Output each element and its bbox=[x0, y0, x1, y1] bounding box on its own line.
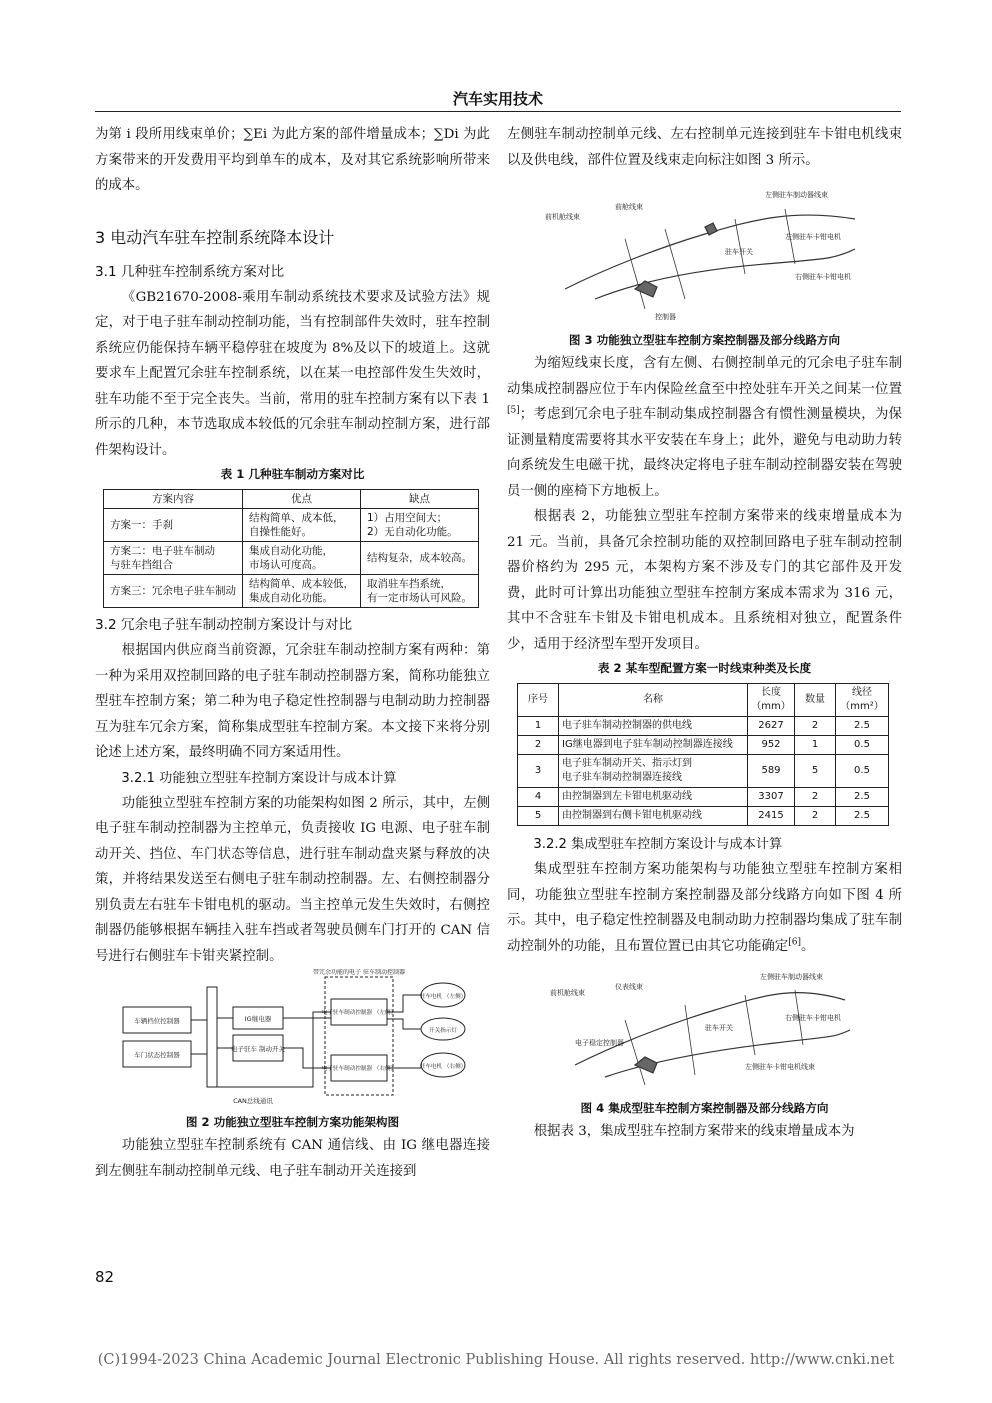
table-caption: 表 1 几种驻车制动方案对比 bbox=[220, 467, 365, 481]
label-right-motor: 驻车电机 （右侧） bbox=[419, 1064, 466, 1070]
table-cell: 取消驻车挡系统， 有一定市场认可风险。 bbox=[361, 575, 479, 608]
subsection-heading: 3.2 冗余电子驻车制动控制方案设计与对比 bbox=[95, 617, 353, 633]
footer-copyright: (C)1994-2023 China Academic Journal Electronic Publishing House. All rights reserved. http://www.cnki.net bbox=[97, 1352, 895, 1368]
subsubsection-heading: 3.2.2 集成型驻车控制方案设计与成本计算 bbox=[533, 837, 783, 852]
table-cell: 1 bbox=[518, 717, 559, 736]
label-left-harness: 左侧驻车制动器线束 bbox=[764, 191, 828, 199]
table-caption: 表 2 某车型配置方案一时线束种类及长度 bbox=[597, 661, 812, 675]
table-cell: 2.5 bbox=[836, 807, 889, 826]
table-cell: 电子驻车制动控制器的供电线 bbox=[559, 717, 748, 736]
left-column bbox=[95, 122, 490, 1184]
table-cell: 1）占用空间大； 2）无自动化功能。 bbox=[361, 509, 479, 542]
header-rule bbox=[95, 111, 901, 112]
table-cell: 0.5 bbox=[836, 736, 889, 755]
table-cell: 1 bbox=[795, 736, 836, 755]
table-header-cell: 线径 （mm²） bbox=[836, 684, 889, 717]
table-header-cell: 长度 （mm） bbox=[748, 684, 795, 717]
table-2 bbox=[517, 683, 889, 826]
subsubsection-heading: 3.2.1 功能独立型驻车控制方案设计与成本计算 bbox=[121, 770, 397, 786]
paragraph: 集成型驻车控制方案功能架构与功能独立型驻车控制方案相同，功能独立型驻车控制方案控制器及部分线路方向如下图 4 所示。其中，电子稳定性控制器及电制动助力控制器均集成了驻车制动控制外的功能，且布置位置已由其它功能确定[6]。 bbox=[507, 862, 902, 954]
box-redundant-epb bbox=[325, 977, 393, 1095]
paragraph: 功能独立型驻车控制系统有 CAN 通信线、由 IG 继电器连接到左侧驻车制动控制单元线、电子驻车制动开关连接到 bbox=[95, 1138, 490, 1179]
label-can-bus: CAN总线通讯 bbox=[232, 1097, 273, 1105]
figure-caption: 图 2 功能独立型驻车控制方案功能架构图 bbox=[185, 1115, 400, 1129]
label-instrument-harness: 仪表线束 bbox=[614, 983, 643, 991]
label-left-motor: 驻车电机 （左侧） bbox=[419, 994, 466, 1000]
table-row bbox=[518, 736, 889, 755]
table-cell: 方案三：冗余电子驻车制动 bbox=[104, 575, 243, 608]
label-left-motor: 左侧驻车卡钳电机 bbox=[784, 233, 841, 241]
table-cell: 2 bbox=[795, 717, 836, 736]
citation: [5] bbox=[507, 405, 520, 416]
paragraph: 功能独立型驻车控制方案的功能架构如图 2 所示，其中，左侧电子驻车制动控制器为主控单元，负责接收 IG 电源、电子驻车制动开关、挡位、车门状态等信息，进行驻车制动盘夹紧与释放的决策，并将结果发送至右侧电子驻车制动控制器。左、右侧控制器分别负责左右驻车卡钳电机的驱动。当主控单元发生失效时，右侧控制器仍能够根据车辆挂入驻车挡或者驾驶员侧车门打开的 CAN 信号进行右侧驻车卡钳夹紧控制。 bbox=[95, 795, 490, 964]
can-bus-bar bbox=[207, 987, 217, 1087]
right-column bbox=[507, 122, 902, 1145]
table-cell: 2 bbox=[795, 807, 836, 826]
paragraph: 根据表 2，功能独立型驻车控制方案带来的线束增量成本为 21 元。当前，具备冗余控制功能的双控制回路电子驻车制动控制器价格约为 295 元，本架构方案不涉及专门的其它部件及开发费，此时可计算出功能独立型驻车控制方案成本需求为 316 元，其中不含驻车卡钳及卡钳电机成本。且系统相对独立，配置条件少，适用于经济型车型开发项目。 bbox=[507, 509, 902, 652]
table-header-cell: 缺点 bbox=[361, 490, 479, 509]
table-cell: 589 bbox=[748, 755, 795, 788]
table-cell: 3307 bbox=[748, 788, 795, 807]
paragraph: 《GB21670-2008-乘用车制动系统技术要求及试验方法》规定，对于电子驻车制动控制功能，当有控制部件失效时，驻车控制系统应仍能保持车辆平稳停驻在坡度为 8%及以下的坡道上。这就要求车上配置冗余驻车控制系统，以在某一电控部件发生失效时，驻车功能不至于完全丧失。当前，常用的驻车控制方案有以下表 1 所示的几种，本节选取成本较低的冗余驻车制动控制方案，进行部件架构设计。 bbox=[95, 289, 490, 458]
table-row bbox=[518, 717, 889, 736]
label-redundant-epb: 带冗余功能的电子 驻车制动控制器 bbox=[312, 969, 405, 976]
table-row bbox=[104, 542, 479, 575]
table-row bbox=[518, 755, 889, 788]
table-row bbox=[104, 509, 479, 542]
table-cell: 结构简单、成本较低， 集成自动化功能。 bbox=[243, 575, 361, 608]
paragraph: 左侧驻车制动控制单元线、左右控制单元连接到驻车卡钳电机线束以及供电线，部件位置及线束走向标注如图 3 所示。 bbox=[507, 127, 902, 168]
table-header-cell: 数量 bbox=[795, 684, 836, 717]
table-cell: 0.5 bbox=[836, 755, 889, 788]
label-esc: 电子稳定控制器 bbox=[574, 1039, 624, 1047]
label-front-harness: 前机舱线束 bbox=[549, 989, 585, 997]
figure-4-wiring bbox=[545, 965, 865, 1097]
table-row bbox=[104, 575, 479, 608]
label-right-controller: 电子驻车制动控制器 （右侧） bbox=[321, 1066, 396, 1072]
label-switch: 驻车开关 bbox=[704, 1024, 733, 1032]
figure-caption: 图 4 集成型驻车控制方案控制器及部分线路方向 bbox=[580, 1101, 829, 1115]
label-switch: 驻车开关 bbox=[724, 248, 753, 256]
label-epb-switch: 电子驻车 制动开关 bbox=[230, 1045, 285, 1053]
table-cell: 由控制器到右侧卡钳电机驱动线 bbox=[559, 807, 748, 826]
label-left-controller: 电子驻车制动控制器 （左侧） bbox=[321, 1010, 396, 1016]
table-header-cell: 方案内容 bbox=[104, 490, 243, 509]
table-cell: 集成自动化功能， 市场认可度高。 bbox=[243, 542, 361, 575]
table-cell: 3 bbox=[518, 755, 559, 788]
table-cell: 2415 bbox=[748, 807, 795, 826]
section-heading: 3 电动汽车驻车控制系统降本设计 bbox=[95, 227, 335, 247]
paragraph: 根据表 3，集成型驻车控制方案带来的线束增量成本为 bbox=[533, 1124, 855, 1139]
table-cell: 952 bbox=[748, 736, 795, 755]
table-header-cell: 名称 bbox=[559, 684, 748, 717]
table-cell: 方案一：手刹 bbox=[104, 509, 243, 542]
page-number: 82 bbox=[95, 1268, 115, 1286]
table-1 bbox=[103, 489, 479, 608]
figure-caption: 图 3 功能独立型驻车控制方案控制器及部分线路方向 bbox=[568, 333, 841, 347]
table-cell: 结构复杂，成本较高。 bbox=[361, 542, 479, 575]
journal-header: 汽车实用技术 bbox=[452, 90, 543, 108]
label-left-harness: 左侧驻车制动器线束 bbox=[759, 973, 823, 981]
label-ig-relay: IG继电器 bbox=[244, 1015, 271, 1023]
table-cell: 电子驻车制动开关、指示灯到 电子驻车制动控制器连接线 bbox=[559, 755, 748, 788]
table-cell: 2.5 bbox=[836, 717, 889, 736]
paragraph: 为缩短线束长度，含有左侧、右侧控制单元的冗余电子驻车制动集成控制器应位于车内保险丝盒至中控处驻车开关之间某一位置[5]；考虑到冗余电子驻车制动集成控制器含有惯性测量模块，为保证测量精度需要将其水平安装在车身上；此外，避免与电动助力转向系统发生电磁干扰，最终决定将电子驻车制动控制器安装在驾驶员一侧的座椅下方地板上。 bbox=[507, 356, 902, 499]
label-controller: 控制器 bbox=[654, 313, 676, 321]
label-gear-controller: 车辆档位控制器 bbox=[133, 1017, 180, 1025]
table-cell: 5 bbox=[518, 807, 559, 826]
table-header-cell: 序号 bbox=[518, 684, 559, 717]
label-cabin-harness: 前舱线束 bbox=[614, 203, 643, 211]
paragraph: 为第 i 段所用线束单价；∑Ei 为此方案的部件增量成本；∑Di 为此方案带来的开发费用平均到单车的成本，及对其它系统影响所带来的成本。 bbox=[95, 127, 490, 193]
figure-2-diagram bbox=[103, 969, 483, 1109]
label-right-motor: 右侧驻车卡钳电机 bbox=[794, 273, 851, 281]
figure-3-wiring bbox=[535, 179, 875, 329]
label-indicator: 开关指示灯 bbox=[428, 1028, 457, 1034]
label-right-motor: 右侧驻车卡钳电机 bbox=[784, 1014, 841, 1022]
table-cell: 结构简单、成本低， 自操性能好。 bbox=[243, 509, 361, 542]
table-row bbox=[518, 788, 889, 807]
table-header-cell: 优点 bbox=[243, 490, 361, 509]
table-cell: 4 bbox=[518, 788, 559, 807]
label-door-controller: 车门状态控制器 bbox=[133, 1051, 180, 1059]
table-cell: IG继电器到电子驻车制动控制器连接线 bbox=[559, 736, 748, 755]
table-cell: 2627 bbox=[748, 717, 795, 736]
table-cell: 5 bbox=[795, 755, 836, 788]
subsection-heading: 3.1 几种驻车控制系统方案对比 bbox=[95, 263, 285, 280]
table-cell: 2 bbox=[795, 788, 836, 807]
label-left-motor-harness: 左侧驻车卡钳电机线束 bbox=[744, 1063, 815, 1071]
table-row bbox=[518, 807, 889, 826]
label-front-harness: 前机舱线束 bbox=[544, 213, 580, 221]
citation: [6] bbox=[788, 937, 801, 948]
paragraph: 根据国内供应商当前资源，冗余驻车制动控制方案有两种：第一种为采用双控制回路的电子驻车制动控制器方案，简称功能独立型驻车控制方案；第二种为电子稳定性控制器与电制动助力控制器互为驻车冗余方案，简称集成型驻车控制方案。本文接下来将分别论述上述方案，最终明确不同方案适用性。 bbox=[95, 643, 490, 760]
table-cell: 由控制器到左卡钳电机驱动线 bbox=[559, 788, 748, 807]
table-cell: 2.5 bbox=[836, 788, 889, 807]
table-cell: 方案二：电子驻车制动 与驻车挡组合 bbox=[104, 542, 243, 575]
table-cell: 2 bbox=[518, 736, 559, 755]
